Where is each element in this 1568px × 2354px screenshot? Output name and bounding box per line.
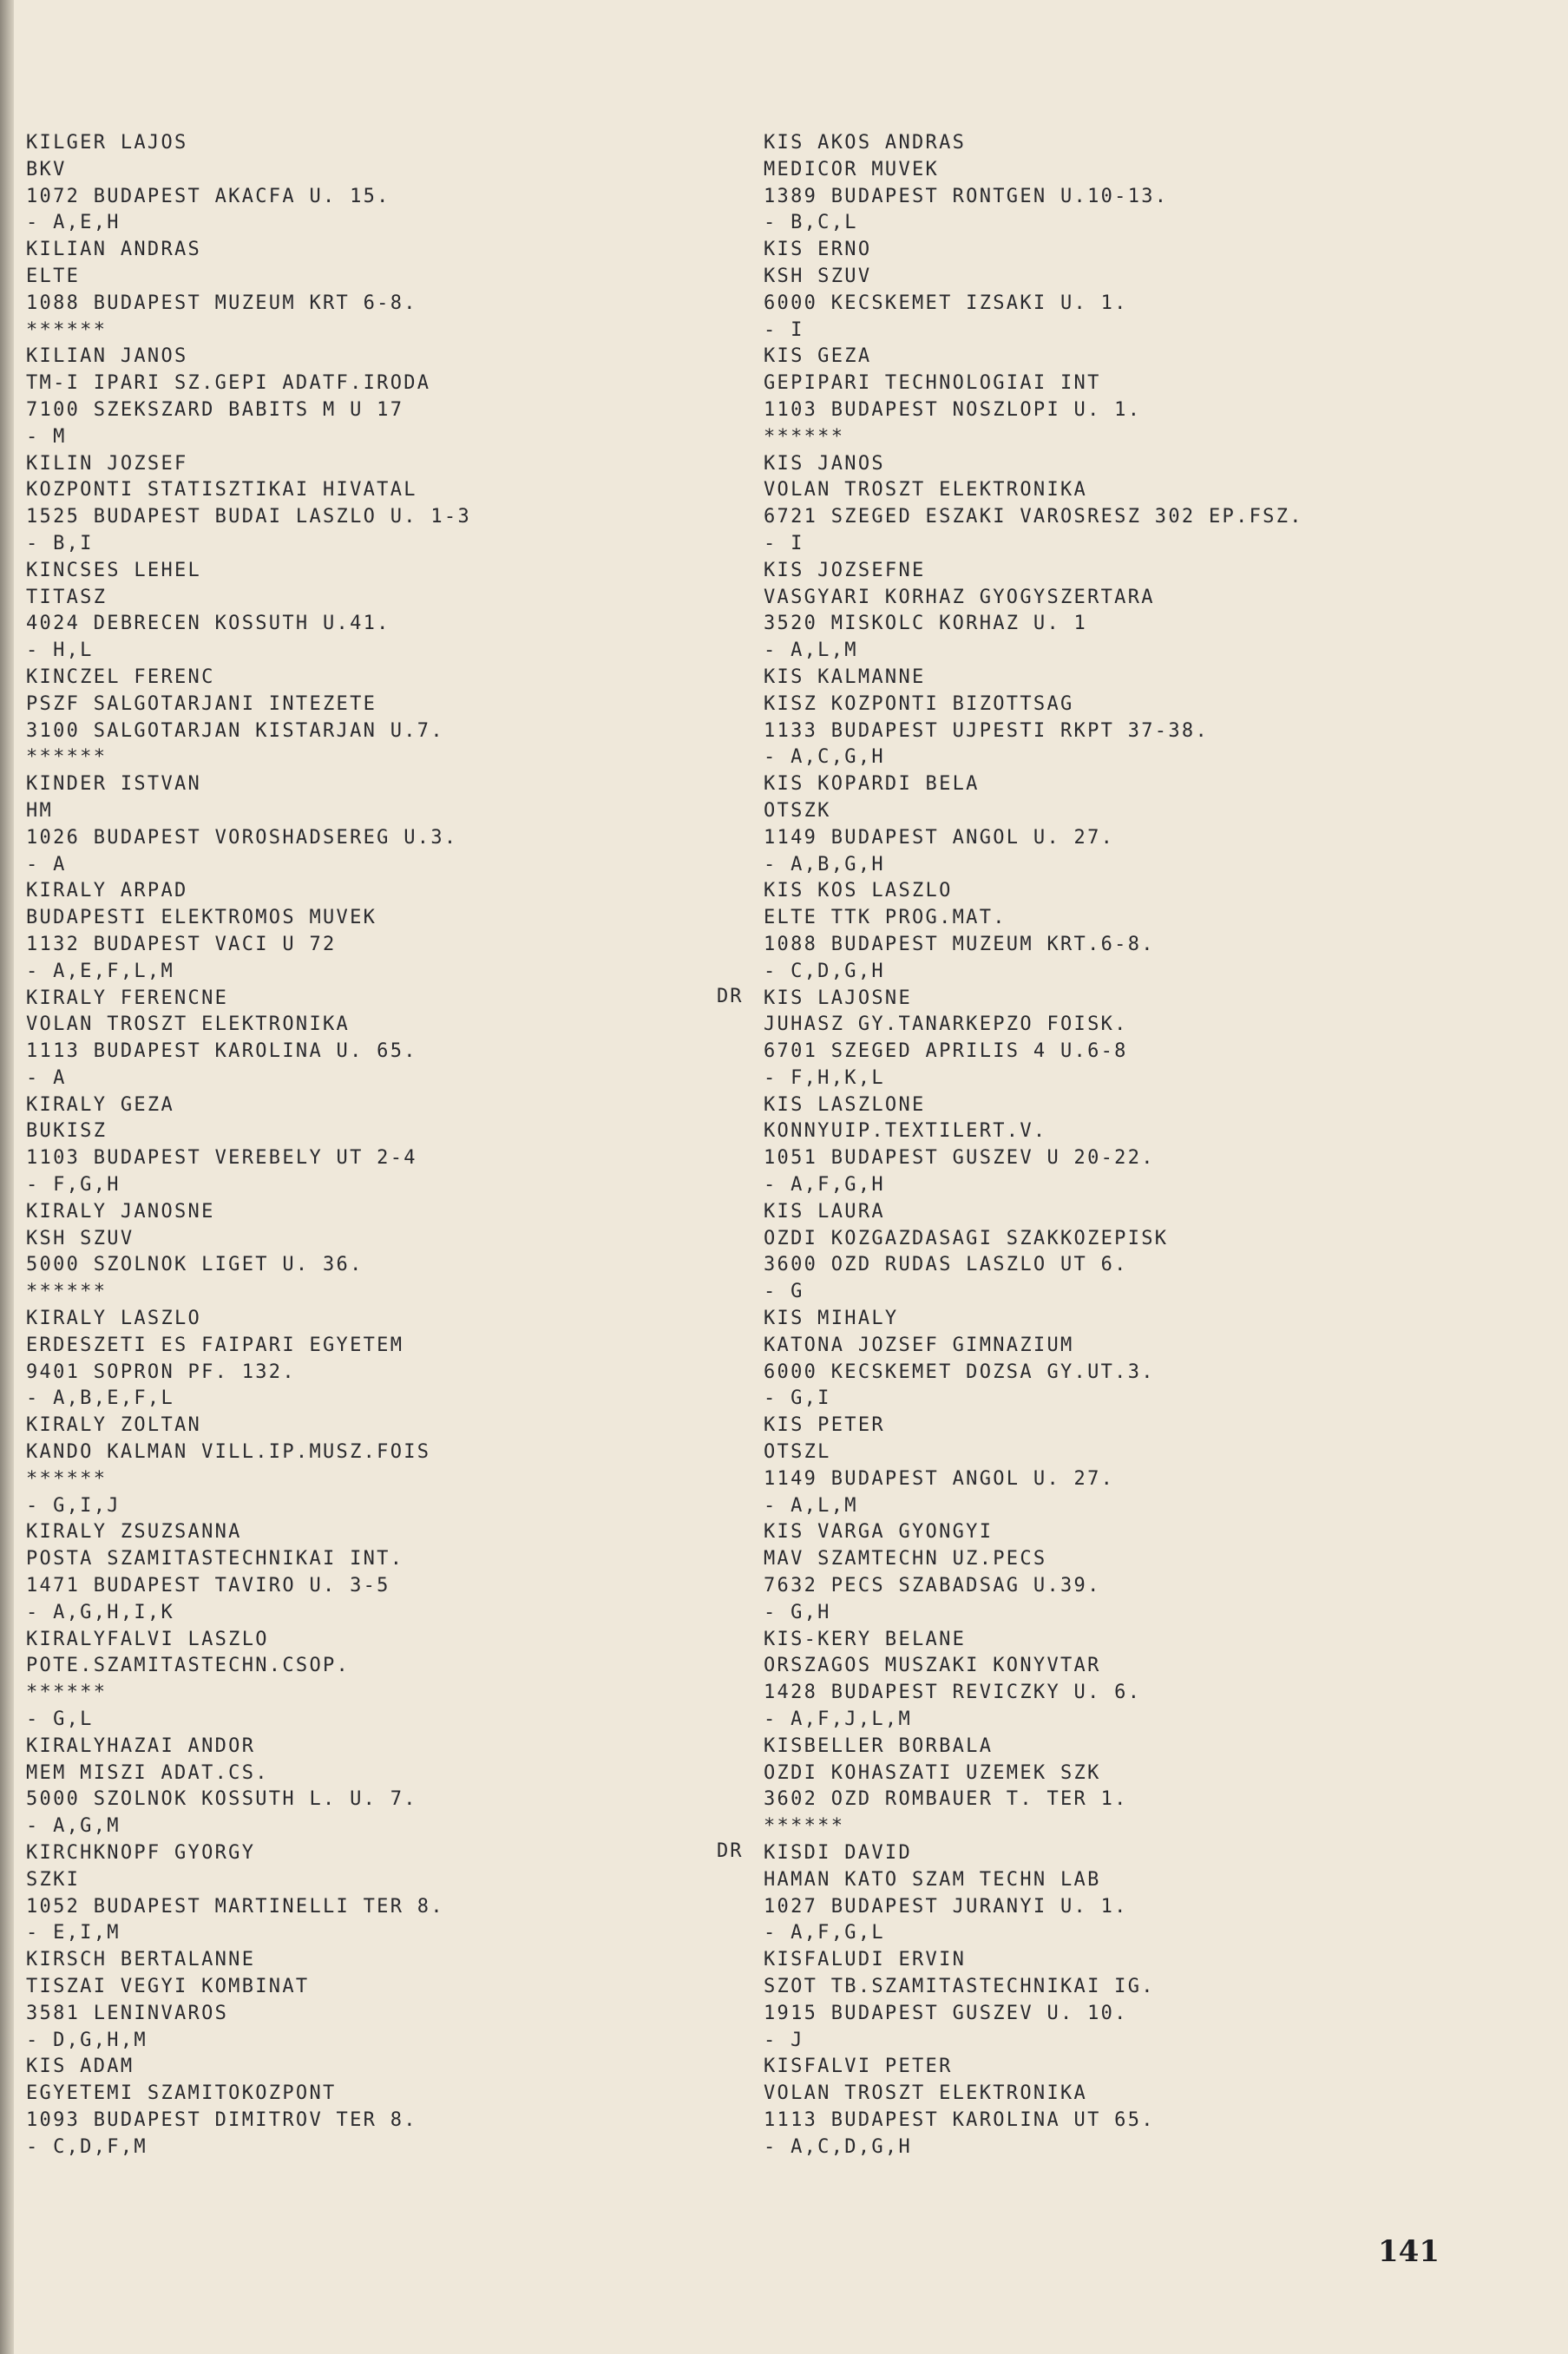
entry-name: KIRCHKNOPF GYORGY — [26, 1842, 256, 1864]
directory-entry — [764, 1734, 1545, 1840]
entry-codes: - A,F,G,H — [764, 1174, 885, 1197]
entry-address: 3600 OZD RUDAS LASZLO UT 6. — [764, 1254, 1128, 1276]
entry-name: KISFALVI PETER — [764, 2056, 953, 2078]
entry-address: 3100 SALGOTARJAN KISTARJAN U.7. — [26, 719, 444, 742]
entry-name: KIRALY ARPAD — [26, 880, 188, 902]
directory-entry — [26, 1840, 720, 1947]
entry-organization: MEDICOR MUVEK — [764, 158, 940, 180]
entry-address: 5000 SZOLNOK KOSSUTH L. U. 7. — [26, 1788, 417, 1811]
entry-address: 7100 SZEKSZARD BABITS M U 17 — [26, 398, 404, 421]
directory-entry — [26, 451, 720, 558]
directory-entry — [26, 1306, 720, 1413]
entry-address: 6721 SZEGED ESZAKI VAROSRESZ 302 EP.FSZ. — [764, 506, 1303, 528]
entry-address: 6000 KECSKEMET DOZSA GY.UT.3. — [764, 1361, 1155, 1383]
entry-name: KISDI DAVID — [764, 1842, 912, 1864]
entry-codes: - D,G,H,M — [26, 2029, 148, 2051]
entry-codes: - I — [764, 318, 804, 341]
entry-codes: - I — [764, 532, 804, 554]
entry-name: KIS LASZLONE — [764, 1093, 926, 1116]
directory-entry — [764, 1627, 1545, 1734]
entry-address: 1103 BUDAPEST VEREBELY UT 2-4 — [26, 1147, 417, 1170]
entry-name: KINDER ISTVAN — [26, 773, 202, 796]
directory-entry — [26, 878, 720, 985]
entry-address: 1027 BUDAPEST JURANYI U. 1. — [764, 1895, 1128, 1918]
directory-entry — [26, 1092, 720, 1199]
directory-entry — [764, 1413, 1545, 1519]
entry-organization: ELTE — [26, 265, 81, 287]
entry-organization: KSH SZUV — [764, 265, 872, 287]
entry-organization: HM — [26, 799, 54, 822]
entry-codes: ****** — [26, 318, 108, 341]
entry-organization: OTSZK — [764, 799, 831, 822]
directory-entry — [764, 1519, 1545, 1626]
entry-organization: KANDO KALMAN VILL.IP.MUSZ.FOIS — [26, 1441, 431, 1464]
entry-codes: - M — [26, 425, 67, 448]
directory-entry — [764, 1092, 1545, 1199]
entry-title-prefix: DR — [717, 1840, 744, 1862]
entry-codes: - G,L — [26, 1708, 94, 1731]
entry-organization: SZKI — [26, 1868, 81, 1891]
entry-organization: VOLAN TROSZT ELEKTRONIKA — [764, 2082, 1088, 2105]
directory-entry — [764, 1199, 1545, 1306]
entry-organization: VOLAN TROSZT ELEKTRONIKA — [764, 479, 1088, 502]
directory-entry — [717, 1840, 1545, 1947]
directory-entry — [26, 558, 720, 665]
entry-name: KIRSCH BERTALANNE — [26, 1949, 256, 1971]
entry-address: 1026 BUDAPEST VOROSHADSEREG U.3. — [26, 826, 458, 849]
entry-organization: BUDAPESTI ELEKTROMOS MUVEK — [26, 907, 377, 929]
entry-codes: ****** — [764, 425, 845, 448]
entry-codes: - A,B,G,H — [764, 853, 885, 875]
entry-codes: - A,E,F,L,M — [26, 960, 174, 982]
directory-entry — [764, 451, 1545, 558]
entry-organization: OTSZL — [764, 1441, 831, 1464]
entry-address: 1072 BUDAPEST AKACFA U. 15. — [26, 185, 390, 207]
entry-organization: SZOT TB.SZAMITASTECHNIKAI IG. — [764, 1975, 1155, 1997]
entry-organization: POTE.SZAMITASTECHN.CSOP. — [26, 1655, 351, 1677]
entry-address: 3581 LENINVAROS — [26, 2002, 229, 2024]
entry-title-prefix: DR — [717, 985, 744, 1007]
entry-organization: KOZPONTI STATISZTIKAI HIVATAL — [26, 479, 417, 502]
entry-address: ****** — [26, 1682, 108, 1704]
entry-codes: - F,H,K,L — [764, 1066, 885, 1089]
entry-name: KIS LAURA — [764, 1200, 885, 1223]
entry-address: 5000 SZOLNOK LIGET U. 36. — [26, 1254, 364, 1276]
entry-name: KIS MIHALY — [764, 1308, 899, 1330]
entry-codes: - C,D,F,M — [26, 2135, 148, 2158]
directory-entry — [26, 1519, 720, 1626]
entry-organization: VOLAN TROSZT ELEKTRONIKA — [26, 1013, 351, 1036]
directory-entry — [764, 1947, 1545, 2054]
entry-codes: - A,C,D,G,H — [764, 2135, 912, 2158]
entry-organization: HAMAN KATO SZAM TECHN LAB — [764, 1868, 1101, 1891]
entry-address: 1149 BUDAPEST ANGOL U. 27. — [764, 826, 1115, 849]
entry-codes: - H,L — [26, 639, 94, 662]
entry-codes: - A,B,E,F,L — [26, 1387, 174, 1410]
entry-codes: - A,F,J,L,M — [764, 1708, 912, 1731]
entry-address: 1149 BUDAPEST ANGOL U. 27. — [764, 1467, 1115, 1490]
directory-column-right — [717, 130, 1545, 2161]
directory-entry — [764, 878, 1545, 985]
entry-address: 1132 BUDAPEST VACI U 72 — [26, 933, 337, 955]
entry-name: KIS KOPARDI BELA — [764, 773, 980, 796]
entry-organization: EGYETEMI SZAMITOKOZPONT — [26, 2082, 337, 2105]
entry-codes: - A — [26, 853, 67, 875]
entry-codes: ****** — [26, 1281, 108, 1303]
entry-organization: MEM MISZI ADAT.CS. — [26, 1761, 269, 1784]
entry-codes: - A,F,G,L — [764, 1922, 885, 1944]
entry-name: KIS ERNO — [764, 239, 872, 261]
entry-codes: - G,I — [764, 1387, 831, 1410]
entry-address: ****** — [26, 1467, 108, 1490]
entry-name: KIRALY LASZLO — [26, 1308, 202, 1330]
entry-address: 1525 BUDAPEST BUDAI LASZLO U. 1-3 — [26, 506, 471, 528]
entry-name: KINCSES LEHEL — [26, 559, 202, 581]
entry-address: 3602 OZD ROMBAUER T. TER 1. — [764, 1788, 1128, 1811]
entry-organization: BKV — [26, 158, 67, 180]
directory-entry — [26, 1947, 720, 2054]
entry-organization: TITASZ — [26, 586, 108, 608]
directory-entry — [764, 130, 1545, 237]
entry-name: KIS JANOS — [764, 452, 885, 475]
entry-name: KIRALYHAZAI ANDOR — [26, 1734, 256, 1757]
entry-name: KIS KALMANNE — [764, 666, 926, 688]
entry-organization: KISZ KOZPONTI BIZOTTSAG — [764, 692, 1074, 715]
entry-organization: KATONA JOZSEF GIMNAZIUM — [764, 1334, 1074, 1356]
entry-organization: TISZAI VEGYI KOMBINAT — [26, 1975, 310, 1997]
entry-codes: - A,L,M — [764, 1494, 858, 1517]
entry-organization: ELTE TTK PROG.MAT. — [764, 907, 1007, 929]
entry-codes: - B,I — [26, 532, 94, 554]
entry-codes: - G,H — [764, 1601, 831, 1623]
entry-name: KILGER LAJOS — [26, 132, 188, 154]
entry-organization: VASGYARI KORHAZ GYOGYSZERTARA — [764, 586, 1155, 608]
directory-entry — [717, 985, 1545, 1092]
directory-entry — [764, 558, 1545, 665]
entry-codes: ****** — [26, 746, 108, 769]
entry-organization: GEPIPARI TECHNOLOGIAI INT — [764, 372, 1101, 395]
entry-organization: OZDI KOZGAZDASAGI SZAKKOZEPISK — [764, 1227, 1169, 1249]
entry-address: 1093 BUDAPEST DIMITROV TER 8. — [26, 2108, 417, 2131]
entry-name: KIRALY GEZA — [26, 1093, 174, 1116]
page-number: 141 — [1378, 2234, 1440, 2269]
entry-name: KINCZEL FERENC — [26, 666, 215, 688]
entry-name: KIRALY ZSUZSANNA — [26, 1521, 242, 1544]
directory-entry — [26, 1734, 720, 1840]
entry-codes: - A,G,M — [26, 1815, 121, 1838]
entry-organization: PSZF SALGOTARJANI INTEZETE — [26, 692, 377, 715]
entry-name: KIRALY JANOSNE — [26, 1200, 215, 1223]
entry-address: 6000 KECSKEMET IZSAKI U. 1. — [764, 292, 1128, 314]
entry-address: 1088 BUDAPEST MUZEUM KRT.6-8. — [764, 933, 1155, 955]
entry-name: KIRALY FERENCNE — [26, 987, 229, 1009]
entry-codes: - A,L,M — [764, 639, 858, 662]
entry-codes: - G — [764, 1281, 804, 1303]
page-binding-shadow — [0, 0, 14, 2354]
entry-codes: - A,E,H — [26, 212, 121, 234]
entry-name: KIS KOS LASZLO — [764, 880, 953, 902]
entry-codes: - B,C,L — [764, 212, 858, 234]
entry-address: 1915 BUDAPEST GUSZEV U. 10. — [764, 2002, 1128, 2024]
entry-address: 1133 BUDAPEST UJPESTI RKPT 37-38. — [764, 719, 1209, 742]
entry-address: 1051 BUDAPEST GUSZEV U 20-22. — [764, 1147, 1155, 1170]
entry-address: 1103 BUDAPEST NOSZLOPI U. 1. — [764, 398, 1142, 421]
directory-entry — [764, 237, 1545, 344]
entry-name: KIS-KERY BELANE — [764, 1628, 967, 1650]
entry-name: KISBELLER BORBALA — [764, 1734, 994, 1757]
entry-name: KILIN JOZSEF — [26, 452, 188, 475]
directory-entry — [764, 771, 1545, 878]
directory-entry — [764, 2054, 1545, 2161]
entry-codes: - A,C,G,H — [764, 746, 885, 769]
directory-entry — [26, 986, 720, 1092]
directory-entry — [26, 130, 720, 237]
entry-name: KIS ADAM — [26, 2056, 134, 2078]
entry-codes: - J — [764, 2029, 804, 2051]
entry-name: KIS AKOS ANDRAS — [764, 132, 967, 154]
entry-address: 9401 SOPRON PF. 132. — [26, 1361, 296, 1383]
entry-name: KIS JOZSEFNE — [764, 559, 926, 581]
entry-address: 1113 BUDAPEST KAROLINA UT 65. — [764, 2108, 1155, 2131]
entry-organization: ORSZAGOS MUSZAKI KONYVTAR — [764, 1655, 1101, 1677]
entry-address: 4024 DEBRECEN KOSSUTH U.41. — [26, 613, 390, 635]
directory-entry — [26, 2054, 720, 2161]
directory-entry — [26, 237, 720, 344]
entry-address: 7632 PECS SZABADSAG U.39. — [764, 1575, 1101, 1597]
entry-name: KIRALY ZOLTAN — [26, 1414, 202, 1437]
entry-name: KILIAN JANOS — [26, 345, 188, 368]
entry-address: 1428 BUDAPEST REVICZKY U. 6. — [764, 1682, 1142, 1704]
entry-organization: MAV SZAMTECHN UZ.PECS — [764, 1548, 1047, 1570]
entry-address: 1088 BUDAPEST MUZEUM KRT 6-8. — [26, 292, 417, 314]
directory-entry — [26, 344, 720, 450]
entry-address: 1471 BUDAPEST TAVIRO U. 3-5 — [26, 1575, 390, 1597]
directory-column-left — [26, 130, 720, 2161]
directory-entry — [764, 665, 1545, 771]
entry-name: KIS LAJOSNE — [764, 987, 912, 1009]
entry-organization: KSH SZUV — [26, 1227, 134, 1249]
entry-organization: TM-I IPARI SZ.GEPI ADATF.IRODA — [26, 372, 431, 395]
entry-codes: ****** — [764, 1815, 845, 1838]
entry-organization: ERDESZETI ES FAIPARI EGYETEM — [26, 1334, 404, 1356]
entry-name: KIS VARGA GYONGYI — [764, 1521, 994, 1544]
directory-entry — [26, 1413, 720, 1519]
directory-entry — [764, 1306, 1545, 1413]
entry-name: KILIAN ANDRAS — [26, 239, 202, 261]
entry-codes: - G,I,J — [26, 1494, 121, 1517]
directory-entry — [26, 665, 720, 771]
entry-organization: BUKISZ — [26, 1120, 108, 1143]
entry-codes: - A — [26, 1066, 67, 1089]
entry-name: KISFALUDI ERVIN — [764, 1949, 967, 1971]
entry-codes: - A,G,H,I,K — [26, 1601, 174, 1623]
entry-organization: KONNYUIP.TEXTILERT.V. — [764, 1120, 1047, 1143]
directory-entry — [764, 344, 1545, 450]
entry-address: 3520 MISKOLC KORHAZ U. 1 — [764, 613, 1088, 635]
entry-address: 6701 SZEGED APRILIS 4 U.6-8 — [764, 1040, 1128, 1063]
entry-name: KIS GEZA — [764, 345, 872, 368]
entry-organization: OZDI KOHASZATI UZEMEK SZK — [764, 1761, 1101, 1784]
entry-codes: - F,G,H — [26, 1174, 121, 1197]
entry-name: KIRALYFALVI LASZLO — [26, 1628, 269, 1650]
entry-address: 1113 BUDAPEST KAROLINA U. 65. — [26, 1040, 417, 1063]
directory-entry — [26, 1627, 720, 1734]
entry-codes: - C,D,G,H — [764, 960, 885, 982]
directory-entry — [26, 771, 720, 878]
entry-codes: - E,I,M — [26, 1922, 121, 1944]
directory-entry — [26, 1199, 720, 1306]
entry-address: 1389 BUDAPEST RONTGEN U.10-13. — [764, 185, 1169, 207]
entry-organization: POSTA SZAMITASTECHNIKAI INT. — [26, 1548, 404, 1570]
entry-name: KIS PETER — [764, 1414, 885, 1437]
entry-organization: JUHASZ GY.TANARKEPZO FOISK. — [764, 1013, 1128, 1036]
entry-address: 1052 BUDAPEST MARTINELLI TER 8. — [26, 1895, 444, 1918]
